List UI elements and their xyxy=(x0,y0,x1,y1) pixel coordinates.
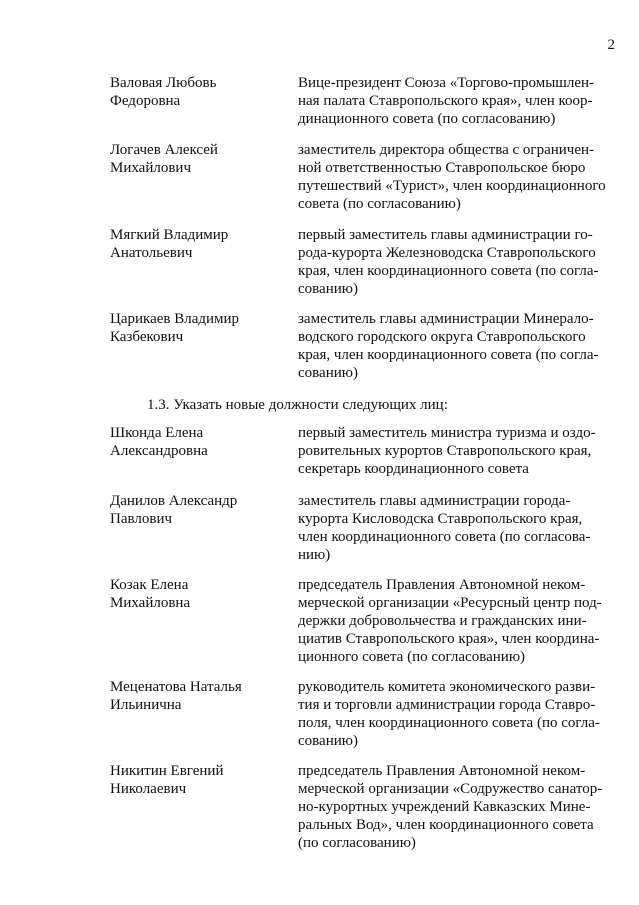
member-name: Шконда Елена Александровна xyxy=(110,425,208,459)
member-name: Никитин Евгений Николаевич xyxy=(110,763,224,797)
member-name: Царикаев Владимир Казбекович xyxy=(110,311,240,345)
member-position: руководитель комитета экономического разви- тия и торговли администрации города Ставро- поля, член координационного совета (по согла- сованию) xyxy=(298,679,600,749)
member-position: председатель Правления Автономной неком- мерческой организации «Содружество санатор- но-курортных учреждений Кавказских Мине- ральных Вод», член координационного совета (по согласованию) xyxy=(298,763,603,851)
member-position: председатель Правления Автономной неком- мерческой организации «Ресурсный центр под- держки добровольчества и гражданских ини- циатив Ставропольского края», член координа- ционного совета (по согласованию) xyxy=(298,577,602,665)
member-name: Мягкий Владимир Анатольевич xyxy=(110,227,229,261)
section-heading: 1.3. Указать новые должности следующих лиц: xyxy=(147,397,448,413)
member-name: Данилов Александр Павлович xyxy=(110,493,238,527)
member-name: Козак Елена Михайловна xyxy=(110,577,191,611)
member-name: Логачев Алексей Михайлович xyxy=(110,142,218,176)
member-position: заместитель главы администрации города- курорта Кисловодска Ставропольского края, член координационного совета (по согласова- нию) xyxy=(298,493,591,563)
member-position: Вице-президент Союза «Торгово-промышлен- ная палата Ставропольского края», член коор- динационного совета (по согласованию) xyxy=(298,75,595,127)
member-position: заместитель директора общества с ограничен- ной ответственностью Ставропольское бюро путешествий «Турист», член координационного совета (по согласованию) xyxy=(298,142,606,212)
page-number: 2 xyxy=(607,37,615,53)
member-position: заместитель главы администрации Минерало- водского городского округа Ставропольского края, член координационного совета (по согла- сованию) xyxy=(298,311,599,381)
member-position: первый заместитель главы администрации го- рода-курорта Железноводска Ставропольского края, член координационного совета (по согла- сованию) xyxy=(298,227,599,297)
member-name: Меценатова Наталья Ильинична xyxy=(110,679,242,713)
member-position: первый заместитель министра туризма и оздо- ровительных курортов Ставропольского края, секретарь координационного совета xyxy=(298,425,596,477)
member-name: Валовая Любовь Федоровна xyxy=(110,75,217,109)
